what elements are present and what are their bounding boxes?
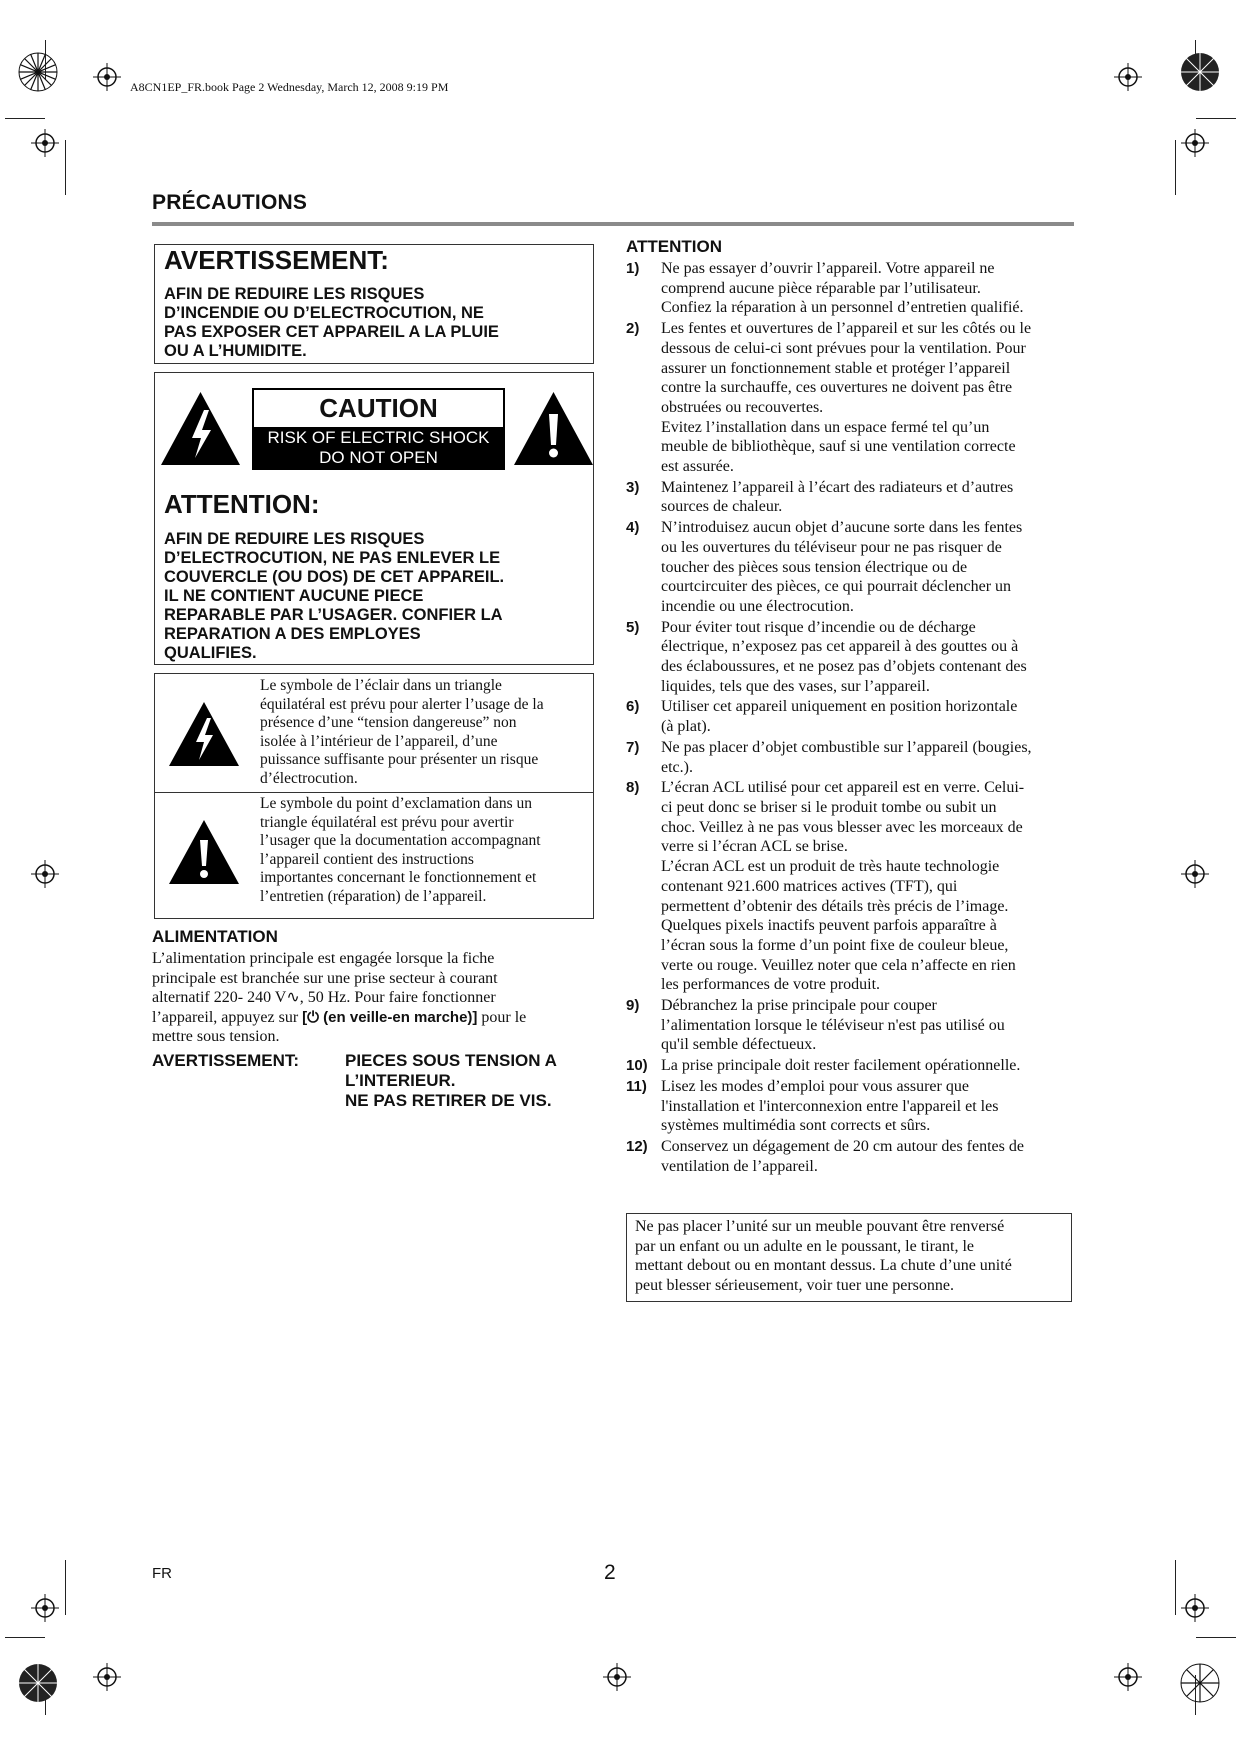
list-item-line: électrique, n’exposez pas cet appareil à des gouttes ou à — [661, 638, 1019, 656]
registration-target-icon — [31, 860, 59, 888]
list-item-line: Evitez l’installation dans un espace fermé tel qu’un — [661, 418, 990, 436]
list-item-line: comprend aucune pièce réparable par l’utilisateur. — [661, 279, 981, 297]
list-item-number: 5) — [626, 618, 640, 636]
warning-box — [154, 244, 594, 364]
list-item-line: Quelques pixels inactifs peuvent parfois apparaître à — [661, 917, 997, 935]
title-rule — [152, 222, 1074, 226]
list-item-line: systèmes multimédia sont corrects et sûrs. — [661, 1117, 931, 1135]
list-item-line: ou les ouvertures du téléviseur pour ne pas risquer de — [661, 538, 1002, 556]
list-item — [626, 518, 1072, 617]
list-item-line: toucher des pièces sous tension électrique ou de — [661, 558, 968, 576]
list-item — [626, 1077, 1072, 1136]
list-item-line: des éclaboussures, et ne posez pas d’objets contenant des — [661, 658, 1027, 676]
registration-star-icon — [1180, 52, 1220, 92]
list-item-line: meuble de bibliothèque, sauf si une ventilation correcte — [661, 438, 1016, 456]
lightning-symbol-text: Le symbole de l’éclair dans un triangle équilatéral est prévu pour alerter l’usage de la présence d’une “tension dangereuse” non isolée à l’intérieur de l’appareil, d’une puissance suffisante pour présenter un risque d’électrocution. — [260, 677, 544, 787]
list-item-line: contenant 921.600 matrices actives (TFT), qui — [661, 877, 958, 895]
registration-target-icon — [1181, 1594, 1209, 1622]
list-item-line: l’écran sous la forme d’un point fixe de couleur bleue, — [661, 936, 1009, 954]
list-item — [626, 697, 1072, 736]
list-item-line: obstruées ou recouvertes. — [661, 398, 824, 416]
list-item-line: liquides, tels que des vases, sur l’appareil. — [661, 677, 930, 695]
list-item-line: Les fentes et ouvertures de l’appareil et sur les côtés ou le — [661, 320, 1032, 338]
list-item-line: l'installation et l'interconnexion entre l'appareil et les — [661, 1097, 999, 1115]
list-item-line: Utiliser cet appareil uniquement en position horizontale — [661, 698, 1018, 716]
list-item-line: (à plat). — [661, 718, 711, 736]
registration-target-icon — [1114, 63, 1142, 91]
list-item-line: est assurée. — [661, 458, 734, 476]
list-item-line: Débranchez la prise principale pour couper — [661, 997, 937, 1015]
live-parts-warning-label: AVERTISSEMENT: — [152, 1051, 300, 1070]
warning-heading: AVERTISSEMENT: — [164, 245, 389, 275]
attention-heading: ATTENTION: — [164, 489, 320, 519]
attention-list — [626, 259, 1072, 1177]
warning-text: AFIN DE REDUIRE LES RISQUES D’INCENDIE OU D’ELECTROCUTION, NE PAS EXPOSER CET APPAREIL A LA PLUIE OU A L’HUMIDITE. — [164, 285, 499, 360]
list-item-line: l’alimentation lorsque le téléviseur n'est pas utilisé ou — [661, 1016, 1005, 1034]
list-item-number: 10) — [626, 1057, 648, 1075]
list-item — [626, 259, 1072, 318]
list-item-line: les performances de votre produit. — [661, 976, 881, 994]
list-item-line: Lisez les modes d’emploi pour vous assurer que — [661, 1077, 969, 1095]
tip-over-notice-box — [626, 1213, 1072, 1302]
registration-star-icon — [1180, 1663, 1220, 1703]
page-title: PRÉCAUTIONS — [152, 191, 308, 214]
list-item-number: 12) — [626, 1137, 648, 1155]
list-item-line: etc.). — [661, 758, 693, 776]
lightning-warning-icon — [159, 390, 242, 467]
list-item-line: incendie ou une électrocution. — [661, 597, 854, 615]
registration-target-icon — [93, 1663, 121, 1691]
live-parts-warning-text: PIECES SOUS TENSION A L’INTERIEUR. NE PAS RETIRER DE VIS. — [345, 1051, 557, 1110]
list-item-line: contre la surchauffe, ces ouvertures ne doivent pas être — [661, 379, 1013, 397]
exclamation-symbol-icon — [167, 818, 241, 886]
book-header: A8CN1EP_FR.book Page 2 Wednesday, March 12, 2008 9:19 PM — [130, 80, 449, 94]
registration-target-icon — [1114, 1663, 1142, 1691]
registration-target-icon — [603, 1663, 631, 1691]
list-item-number: 8) — [626, 779, 640, 797]
caution-word: CAUTION — [319, 393, 438, 423]
lightning-symbol-icon — [167, 700, 241, 768]
list-item — [626, 778, 1072, 995]
tip-over-notice-text: Ne pas placer l’unité sur un meuble pouvant être renversé par un enfant ou un adulte en le poussant, le tirant, le mettant debout ou en montant dessus. La chute d’une unité peut blesser sérieusement, voir tuer une personne. — [635, 1218, 1012, 1294]
list-item-line: Ne pas placer d’objet combustible sur l’appareil (bougies, — [661, 738, 1032, 756]
list-item-line: dessous de celui-ci sont prévues pour la ventilation. Pour — [661, 339, 1026, 357]
list-item-number: 3) — [626, 478, 640, 496]
registration-star-icon — [18, 52, 58, 92]
attention-section-heading: ATTENTION — [626, 237, 723, 256]
registration-target-icon — [93, 63, 121, 91]
list-item-line: N’introduisez aucun objet d’aucune sorte dans les fentes — [661, 519, 1023, 537]
list-item-line: Maintenez l’appareil à l’écart des radiateurs et d’autres — [661, 478, 1014, 496]
list-item-line: La prise principale doit rester facilement opérationnelle. — [661, 1057, 1021, 1075]
list-item-line: ventilation de l’appareil. — [661, 1157, 818, 1175]
list-item — [626, 996, 1072, 1055]
list-item-line: assurer un fonctionnement stable et protéger l’appareil — [661, 359, 1011, 377]
list-item-number: 9) — [626, 997, 640, 1015]
registration-target-icon — [31, 1594, 59, 1622]
list-item-number: 6) — [626, 698, 640, 716]
list-item-number: 2) — [626, 320, 640, 338]
list-item-line: Confiez la réparation à un personnel d’entretien qualifié. — [661, 299, 1024, 317]
list-item-number: 4) — [626, 519, 640, 537]
list-item — [626, 1056, 1072, 1076]
registration-star-icon — [18, 1663, 58, 1703]
list-item-number: 1) — [626, 260, 640, 277]
list-item-line: ci peut donc se briser si le produit tombe ou subit un — [661, 798, 997, 816]
alimentation-text: L’alimentation principale est engagée lorsque la fiche principale est branchée sur une prise secteur à courant alternatif 220- 240 V∿, 50 Hz. Pour faire fonctionner l’appareil, appuyez sur [⏻ (en veille-en marche)] pour le mettre sous tension. — [152, 950, 527, 1045]
list-item — [626, 319, 1072, 477]
caution-label — [252, 388, 505, 470]
list-item — [626, 1137, 1072, 1176]
list-item-number: 11) — [626, 1077, 647, 1095]
list-item-line: sources de chaleur. — [661, 498, 783, 516]
registration-target-icon — [1181, 860, 1209, 888]
list-item-line: qu'il semble défectueux. — [661, 1036, 817, 1054]
footer-language: FR — [152, 1565, 172, 1582]
list-item-line: verre si l’écran ACL se brise. — [661, 838, 848, 856]
list-item-number: 7) — [626, 738, 640, 756]
registration-target-icon — [31, 129, 59, 157]
alimentation-heading: ALIMENTATION — [152, 927, 278, 946]
list-item — [626, 478, 1072, 517]
list-item-line: permettent d’obtenir des détails très précis de l’image. — [661, 897, 1009, 915]
list-item-line: L’écran ACL utilisé pour cet appareil est en verre. Celui- — [661, 779, 1025, 797]
registration-target-icon — [1181, 129, 1209, 157]
list-item-line: Pour éviter tout risque d’incendie ou de décharge — [661, 618, 976, 636]
page-number: 2 — [604, 1561, 616, 1584]
list-item — [626, 618, 1072, 697]
list-item — [626, 738, 1072, 777]
list-item-line: L’écran ACL est un produit de très haute technologie — [661, 858, 1000, 876]
exclamation-symbol-text: Le symbole du point d’exclamation dans un triangle équilatéral est prévu pour avertir l’usager que la documentation accompagnant l’appareil contient des instructions importantes concernant le fonctionnement et l’entretien (réparation) de l’appareil. — [260, 795, 541, 905]
attention-text: AFIN DE REDUIRE LES RISQUES D’ELECTROCUTION, NE PAS ENLEVER LE COUVERCLE (OU DOS) DE CET APPAREIL. IL NE CONTIENT AUCUNE PIECE REPARABLE PAR L’USAGER. CONFIER LA REPARATION A DES EMPLOYES QUALIFIES. — [164, 530, 505, 662]
list-item-line: choc. Veillez à ne pas vous blesser avec les morceaux de — [661, 818, 1023, 836]
standby-button-reference: [⏻ (en veille-en marche)] — [302, 1008, 478, 1026]
list-item-line: Ne pas essayer d’ouvrir l’appareil. Votre appareil ne — [661, 260, 995, 277]
caution-subtext: RISK OF ELECTRIC SHOCK DO NOT OPEN — [254, 427, 503, 469]
list-item-line: courtcircuiter des pièces, ce qui pourrait déclencher un — [661, 578, 1012, 596]
list-item-line: Conservez un dégagement de 20 cm autour des fentes de — [661, 1137, 1024, 1155]
exclamation-warning-icon — [512, 390, 595, 467]
list-item-line: verte ou rouge. Veuillez noter que cela n’affecte en rien — [661, 956, 1016, 974]
